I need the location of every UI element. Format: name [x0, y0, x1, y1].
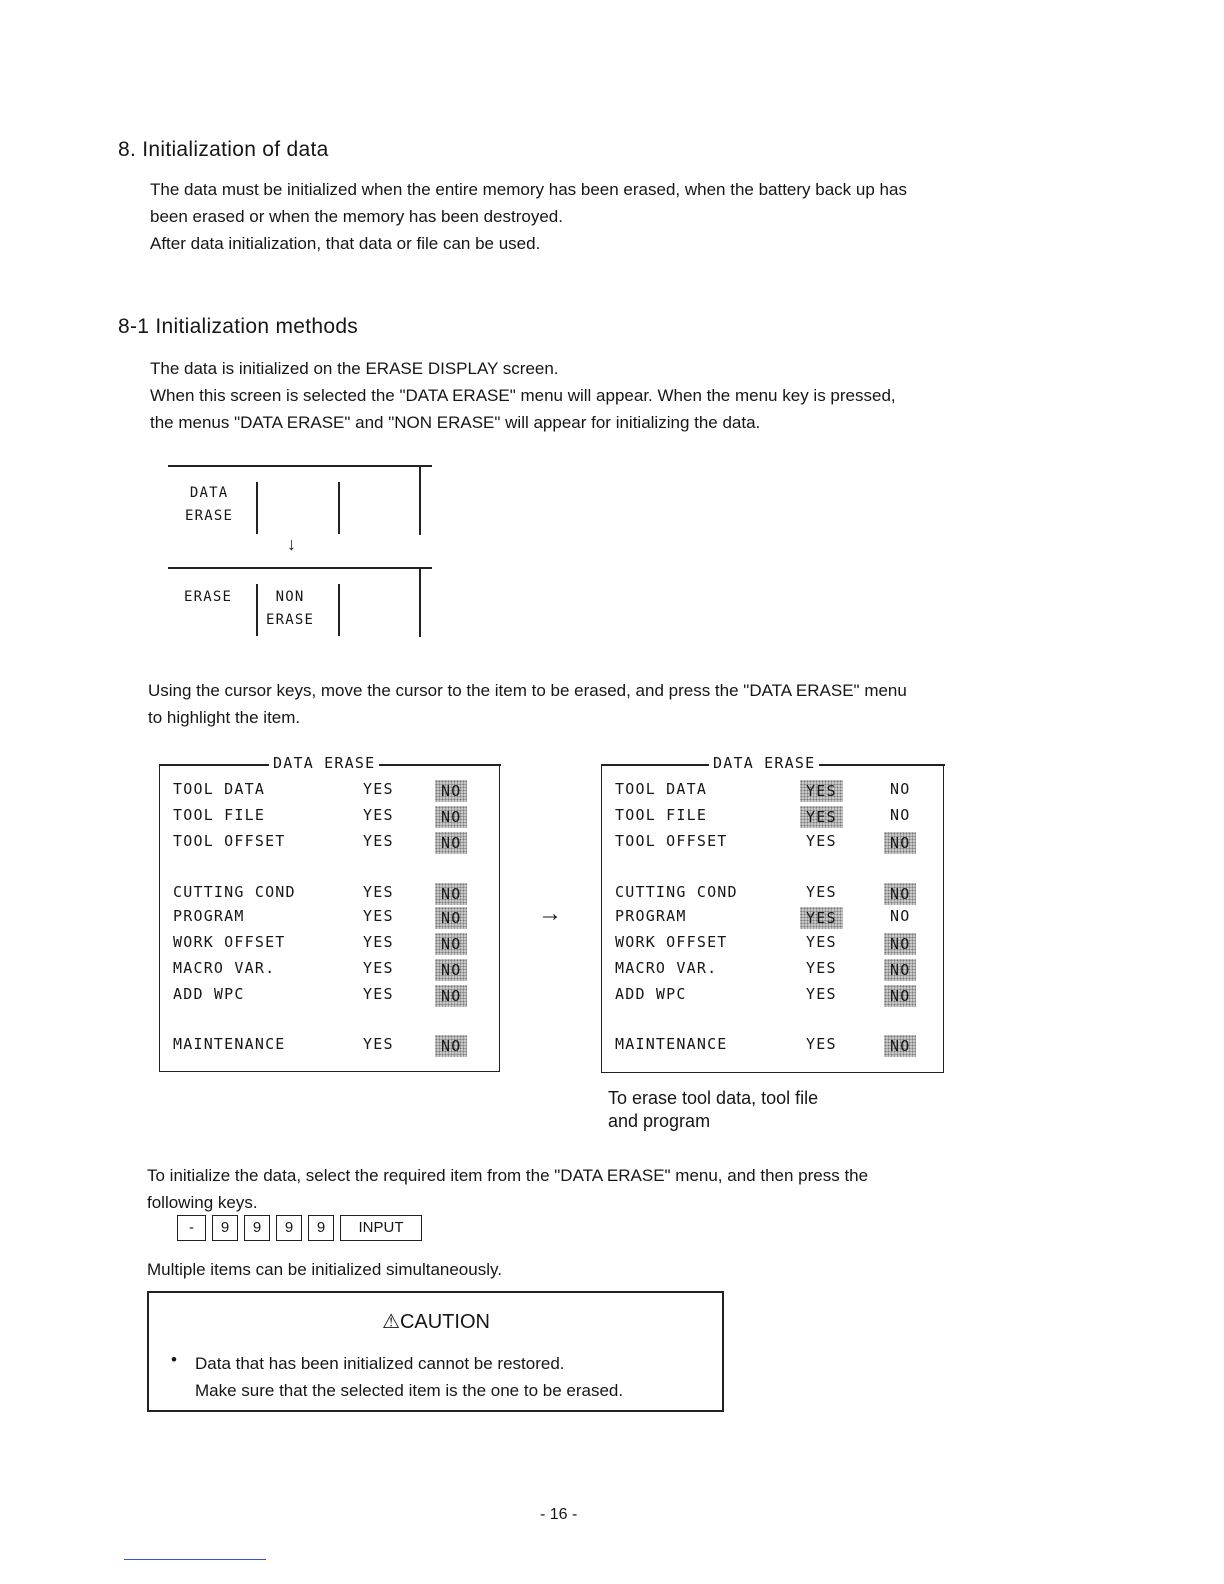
no-option[interactable]: NO [435, 1035, 467, 1057]
row-name: MACRO VAR. [173, 959, 276, 977]
yes-option[interactable]: YES [800, 806, 843, 828]
caution-box [147, 1291, 724, 1412]
no-option[interactable]: NO [435, 883, 467, 905]
no-option[interactable]: NO [435, 985, 467, 1007]
row-name: MAINTENANCE [173, 1035, 286, 1053]
no-option[interactable]: NO [884, 959, 916, 981]
subsection-intro [150, 355, 896, 436]
yes-option[interactable]: YES [363, 806, 394, 824]
no-option[interactable]: NO [435, 933, 467, 955]
row-name: PROGRAM [615, 907, 687, 925]
key-9[interactable]: 9 [276, 1215, 302, 1241]
panel-title: DATA ERASE [709, 754, 819, 772]
row-name: WORK OFFSET [173, 933, 286, 951]
menu-key-diagram [168, 462, 434, 642]
no-option[interactable]: NO [435, 780, 467, 802]
panel-after-caption [608, 1087, 818, 1133]
no-option[interactable]: NO [884, 832, 916, 854]
row-name: TOOL DATA [615, 780, 708, 798]
keys-instruction [147, 1162, 868, 1216]
yes-option[interactable]: YES [363, 780, 394, 798]
non-erase-key-label: NON ERASE [266, 589, 315, 628]
bullet-icon: • [171, 1350, 177, 1369]
no-option[interactable]: NO [884, 985, 916, 1007]
yes-option[interactable]: YES [806, 933, 837, 951]
page-number: - 16 - [540, 1506, 578, 1523]
row-name: MAINTENANCE [615, 1035, 728, 1053]
subsection-heading: 8-1 Initialization methods [118, 315, 359, 338]
no-option[interactable]: NO [435, 832, 467, 854]
table-row[interactable] [601, 905, 945, 929]
table-row[interactable] [159, 881, 501, 905]
warning-icon: ⚠ [382, 1311, 400, 1333]
yes-option[interactable]: YES [363, 883, 394, 901]
subsection-intro-line: The data is initialized on the ERASE DISPLAY screen. [150, 359, 559, 378]
table-row[interactable] [601, 830, 945, 854]
table-row[interactable] [601, 957, 945, 981]
no-option[interactable]: NO [890, 806, 911, 824]
row-name: TOOL DATA [173, 780, 266, 798]
table-row[interactable] [601, 931, 945, 955]
row-name: PROGRAM [173, 907, 245, 925]
key-9[interactable]: 9 [212, 1215, 238, 1241]
table-row[interactable] [159, 1033, 501, 1057]
table-row[interactable] [159, 957, 501, 981]
yes-option[interactable]: YES [806, 832, 837, 850]
row-name: CUTTING COND [615, 883, 738, 901]
caption-line: To erase tool data, tool file [608, 1088, 819, 1108]
down-arrow-icon: ↓ [287, 534, 296, 554]
row-name: TOOL OFFSET [173, 832, 286, 850]
right-arrow-icon: → [538, 900, 562, 927]
data-erase-panel-after [601, 754, 945, 1074]
subsection-intro-line: When this screen is selected the "DATA ERASE" menu will appear. When the menu key is pressed, [150, 386, 896, 405]
no-option[interactable]: NO [435, 907, 467, 929]
no-option[interactable]: NO [884, 933, 916, 955]
table-row[interactable] [159, 905, 501, 929]
data-erase-key-label: DATA ERASE [185, 485, 234, 524]
row-name: TOOL OFFSET [615, 832, 728, 850]
caution-title: CAUTION [399, 1311, 490, 1333]
caption-line: and program [608, 1111, 711, 1131]
section-intro-line: The data must be initialized when the entire memory has been erased, when the battery back up has [150, 180, 907, 199]
row-name: TOOL FILE [615, 806, 708, 824]
table-row[interactable] [601, 804, 945, 828]
yes-option[interactable]: YES [800, 780, 843, 802]
row-name: ADD WPC [173, 985, 245, 1003]
yes-option[interactable]: YES [800, 907, 843, 929]
yes-option[interactable]: YES [363, 933, 394, 951]
yes-option[interactable]: YES [806, 883, 837, 901]
section-intro-line: been erased or when the memory has been destroyed. [150, 207, 563, 226]
multiple-note: Multiple items can be initialized simultaneously. [147, 1260, 502, 1279]
no-option[interactable]: NO [884, 1035, 916, 1057]
data-erase-panel-before [159, 754, 501, 1073]
caution-line: Data that has been initialized cannot be restored. [195, 1354, 565, 1373]
key-9[interactable]: 9 [244, 1215, 270, 1241]
section-intro-line: After data initialization, that data or file can be used. [150, 234, 541, 253]
keys-instruction-line: To initialize the data, select the required item from the "DATA ERASE" menu, and then press the [147, 1166, 869, 1185]
table-row[interactable] [159, 830, 501, 854]
footer-rule [124, 1559, 266, 1560]
cursor-instruction-line: to highlight the item. [148, 708, 301, 727]
no-option[interactable]: NO [435, 959, 467, 981]
no-option[interactable]: NO [890, 780, 911, 798]
caution-text [195, 1350, 623, 1404]
no-option[interactable]: NO [435, 806, 467, 828]
subsection-intro-line: the menus "DATA ERASE" and "NON ERASE" will appear for initializing the data. [150, 413, 761, 432]
yes-option[interactable]: YES [363, 959, 394, 977]
row-name: TOOL FILE [173, 806, 266, 824]
panel-title: DATA ERASE [269, 754, 379, 772]
table-row[interactable] [601, 881, 945, 905]
erase-key-label: ERASE [184, 589, 233, 605]
yes-option[interactable]: YES [363, 1035, 394, 1053]
section-intro [150, 176, 907, 257]
caution-header [382, 1309, 490, 1334]
key-minus[interactable]: - [177, 1215, 206, 1241]
no-option[interactable]: NO [890, 907, 911, 925]
cursor-instruction-line: Using the cursor keys, move the cursor to the item to be erased, and press the "DATA ERASE" menu [148, 681, 907, 700]
yes-option[interactable]: YES [363, 985, 394, 1003]
table-row[interactable] [601, 1033, 945, 1057]
table-row[interactable] [159, 931, 501, 955]
table-row[interactable] [601, 983, 945, 1007]
yes-option[interactable]: YES [363, 832, 394, 850]
no-option[interactable]: NO [884, 883, 916, 905]
yes-option[interactable]: YES [363, 907, 394, 925]
section-heading: 8. Initialization of data [118, 138, 329, 161]
row-name: CUTTING COND [173, 883, 296, 901]
row-name: WORK OFFSET [615, 933, 728, 951]
table-row[interactable] [159, 778, 501, 802]
table-row[interactable] [601, 778, 945, 802]
row-name: MACRO VAR. [615, 959, 718, 977]
table-row[interactable] [159, 804, 501, 828]
key-9[interactable]: 9 [308, 1215, 334, 1241]
caution-line: Make sure that the selected item is the one to be erased. [195, 1381, 624, 1400]
cursor-instruction [148, 677, 907, 731]
keys-instruction-line: following keys. [147, 1193, 258, 1212]
yes-option[interactable]: YES [806, 985, 837, 1003]
key-sequence [177, 1215, 427, 1243]
yes-option[interactable]: YES [806, 1035, 837, 1053]
table-row[interactable] [159, 983, 501, 1007]
yes-option[interactable]: YES [806, 959, 837, 977]
row-name: ADD WPC [615, 985, 687, 1003]
key-input[interactable]: INPUT [340, 1215, 422, 1241]
